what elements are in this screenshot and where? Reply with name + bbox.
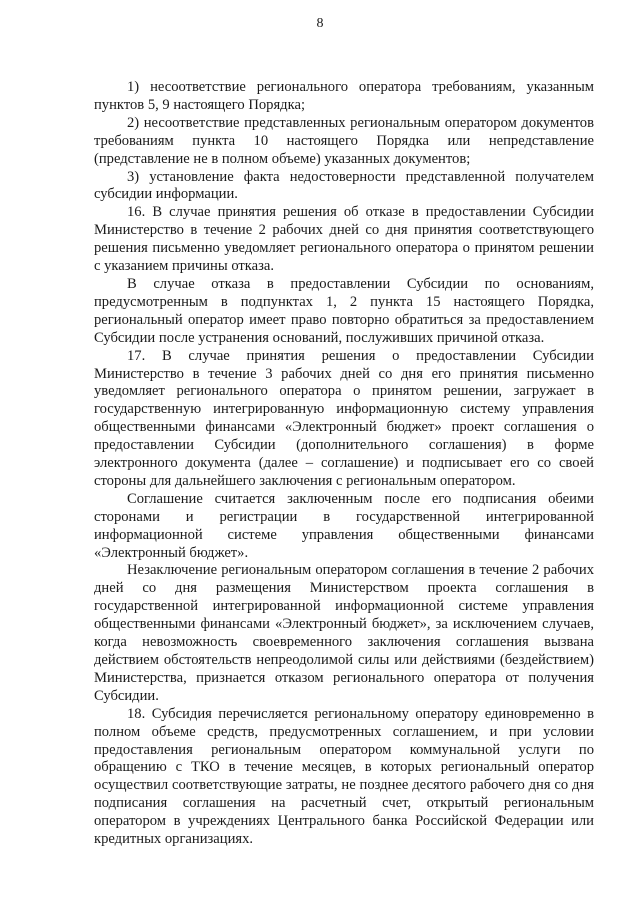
paragraph-clause-18: 18. Субсидия перечисляется региональному оператору единовременно в полном объеме средств, предусмотренных соглашением, и при условии предоставления региональным оператором коммунальной услуги по обращению с ТКО в течение месяцев, в которых региональный оператор осуществил соответствующие затраты, не позднее десятого рабочего дня со дня подписания соглашения на расчетный счет, открытый региональным оператором в учреждениях Центрального банка Российской Федерации или кредитных организациях. bbox=[94, 705, 594, 848]
page-number: 8 bbox=[316, 16, 324, 31]
document-body bbox=[94, 79, 594, 849]
paragraph-item-2-documents-mismatch: 2) несоответствие представленных региональным оператором документов требованиям пункта 10 настоящего Порядка или непредставление (представление не в полном объеме) указанных документов; bbox=[94, 114, 594, 167]
paragraph-item-3-false-information: 3) установление факта недостоверности представленной получателем субсидии информации. bbox=[94, 168, 594, 203]
paragraph-clause-17: 17. В случае принятия решения о предоставлении Субсидии Министерство в течение 3 рабочих дней со дня его принятия письменно уведомляет регионального оператора о принятом решении, загружает в государственную интегрированную информационную систему управления общественными финансами «Электронный бюджет» проект соглашения о предоставлении Субсидии (дополнительного соглашения) в форме электронного документа (далее – соглашение) и подписывает его со своей стороны для дальнейшего заключения с региональным оператором. bbox=[94, 347, 594, 489]
paragraph-clause-17-non-conclusion: Незаключение региональным оператором соглашения в течение 2 рабочих дней со дня размещения Министерством проекта соглашения в государственной интегрированной информационной системе управления общественными финансами «Электронный бюджет», за исключением случаев, когда невозможность своевременного заключения соглашения вызвана действием обстоятельств непреодолимой силы или действиями (бездействием) Министерства, признается отказом регионального оператора от получения Субсидии. bbox=[94, 562, 594, 704]
paragraph-clause-16-repeat-application: В случае отказа в предоставлении Субсидии по основаниям, предусмотренным в подпунктах 1, 2 пункта 15 настоящего Порядка, региональный оператор имеет право повторно обратиться за предоставлением Субсидии после устранения оснований, послуживших причиной отказа. bbox=[94, 275, 594, 346]
paragraph-clause-16: 16. В случае принятия решения об отказе в предоставлении Субсидии Министерство в течение 2 рабочих дней со дня принятия соответствующего решения письменно уведомляет регионального оператора о принятом решении с указанием причины отказа. bbox=[94, 204, 594, 275]
paragraph-clause-17-agreement-concluded: Соглашение считается заключенным после его подписания обеими сторонами и регистрации в государственной интегрированной информационной системе управления общественными финансами «Электронный бюджет». bbox=[94, 490, 594, 561]
paragraph-item-1-mismatch-requirements: 1) несоответствие регионального оператора требованиям, указанным пунктов 5, 9 настоящего Порядка; bbox=[94, 79, 594, 113]
